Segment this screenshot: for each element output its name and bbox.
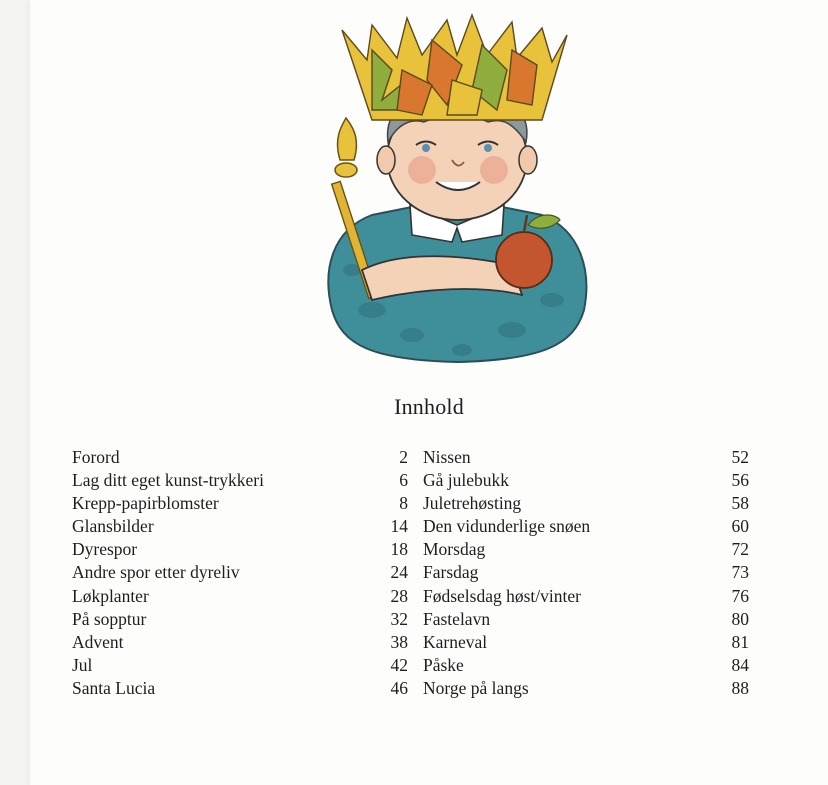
toc-entry xyxy=(72,538,408,561)
toc-entry xyxy=(423,561,749,584)
toc-title: Morsdag xyxy=(423,539,486,560)
toc-page-number: 6 xyxy=(399,470,408,491)
boy-with-leaf-crown-illustration xyxy=(312,10,602,370)
toc-title: Santa Lucia xyxy=(72,677,156,698)
toc-entry xyxy=(72,446,408,469)
toc-page-number: 8 xyxy=(399,493,408,514)
toc-page-number: 72 xyxy=(731,539,749,560)
toc-entry xyxy=(423,515,749,538)
toc-page-number: 18 xyxy=(390,539,408,560)
toc-page-number: 52 xyxy=(731,447,749,467)
toc-column-left xyxy=(72,446,408,700)
toc-entry xyxy=(72,631,408,654)
toc-title: Andre spor etter dyreliv xyxy=(72,562,240,583)
toc-page-number: 24 xyxy=(390,562,408,583)
toc-title: Lag ditt eget kunst-trykkeri xyxy=(72,470,264,491)
toc-title: Nissen xyxy=(423,447,471,467)
toc-title: Karneval xyxy=(423,631,488,652)
toc-page-number: 73 xyxy=(731,562,749,583)
toc-entry xyxy=(72,608,408,631)
toc-title: Den vidunderlige snøen xyxy=(423,516,591,537)
toc-page-number: 46 xyxy=(390,677,408,698)
toc-entry xyxy=(72,561,408,584)
toc-page-number: 56 xyxy=(731,470,749,491)
toc-entry xyxy=(423,631,749,654)
toc-title: Forord xyxy=(72,447,120,467)
toc-entry xyxy=(72,677,408,700)
toc-entry xyxy=(423,446,749,469)
toc-entry xyxy=(72,585,408,608)
toc-page-number: 76 xyxy=(731,585,749,606)
toc-page-number: 58 xyxy=(731,493,749,514)
toc-page-number: 2 xyxy=(399,447,408,467)
toc-title: Gå julebukk xyxy=(423,470,510,491)
toc-page-number: 88 xyxy=(731,677,749,698)
toc-entry xyxy=(423,654,749,677)
toc-entry xyxy=(423,677,749,700)
toc-title: Jul xyxy=(72,654,93,675)
toc-entry xyxy=(423,608,749,631)
toc-page-number: 60 xyxy=(731,516,749,537)
toc-column-right xyxy=(423,446,749,700)
toc-title: Glansbilder xyxy=(72,516,154,537)
toc-title: Fødselsdag høst/vinter xyxy=(423,585,581,606)
left-ear xyxy=(377,146,395,174)
toc-title: Dyrespor xyxy=(72,539,138,560)
toc-entry xyxy=(423,538,749,561)
toc-entry xyxy=(423,585,749,608)
toc-title: Farsdag xyxy=(423,562,479,583)
leaf-crown xyxy=(342,15,567,120)
toc-page-number: 42 xyxy=(390,654,408,675)
toc-entry xyxy=(72,492,408,515)
toc-page-number: 14 xyxy=(390,516,408,537)
toc-page-number: 80 xyxy=(731,608,749,629)
toc-title: Påske xyxy=(423,654,464,675)
toc-title: Advent xyxy=(72,631,124,652)
toc-page-number: 28 xyxy=(390,585,408,606)
toc-page-number: 84 xyxy=(731,654,749,675)
toc-page-number: 81 xyxy=(731,631,749,652)
toc-page-number: 32 xyxy=(390,608,408,629)
toc-title: Fastelavn xyxy=(423,608,491,629)
toc-title: Norge på langs xyxy=(423,677,529,698)
toc-entry xyxy=(72,515,408,538)
toc-entry xyxy=(72,654,408,677)
toc-entry xyxy=(423,492,749,515)
toc-page-number: 38 xyxy=(390,631,408,652)
toc-title: Krepp-papirblomster xyxy=(72,493,219,514)
book-page xyxy=(30,0,828,785)
contents-heading: Innhold xyxy=(394,394,464,419)
toc-title: Juletrehøsting xyxy=(423,493,522,514)
toc-entry xyxy=(423,469,749,492)
toc-title: På sopptur xyxy=(72,608,147,629)
right-ear xyxy=(519,146,537,174)
toc-title: Løkplanter xyxy=(72,585,149,606)
toc-entry xyxy=(72,469,408,492)
